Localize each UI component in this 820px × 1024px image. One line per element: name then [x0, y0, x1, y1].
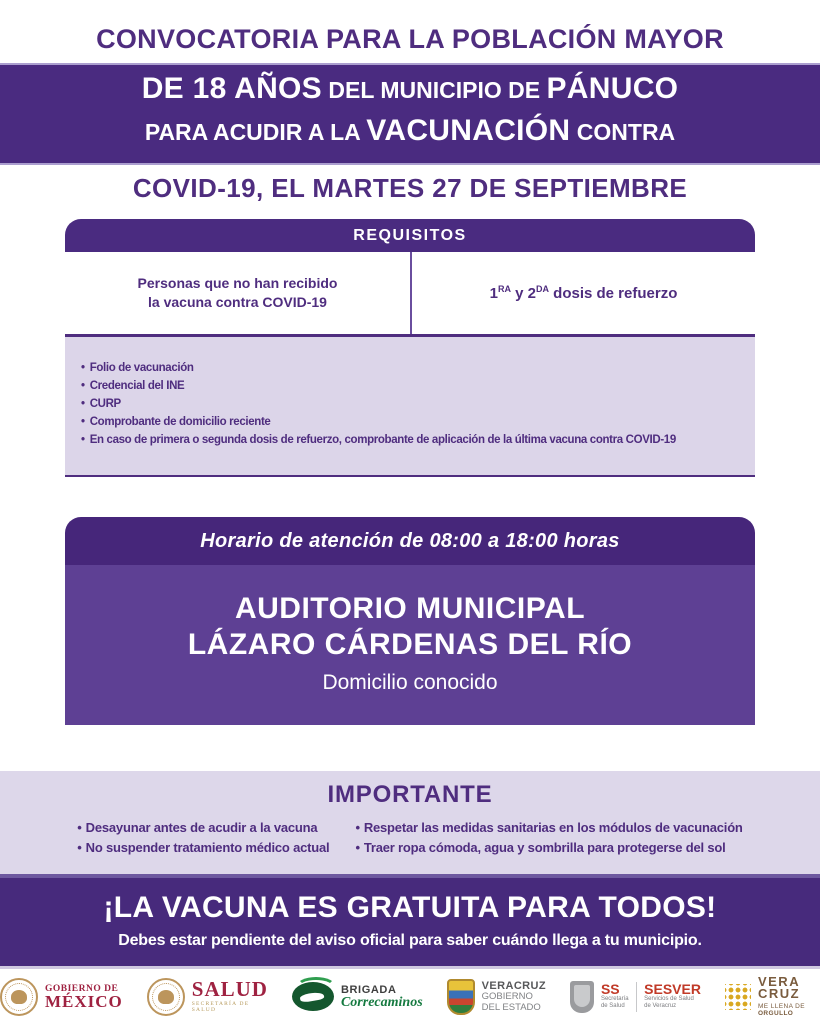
- orgullo-text: [758, 976, 820, 1017]
- sesver-sub2: de Veracruz: [644, 1003, 677, 1009]
- header-purple-band: [0, 63, 820, 165]
- requisitos-list: [81, 359, 741, 449]
- brigada-text: [341, 984, 423, 1009]
- importante-item: • Respetar las medidas sanitarias en los módulos de vacunación: [355, 820, 743, 835]
- venue-line2: LÁZARO CÁRDENAS DEL RÍO: [187, 628, 633, 661]
- booster-sup2: DA: [536, 284, 549, 294]
- band-line-1: [0, 70, 820, 112]
- importante-col-left: [77, 818, 329, 858]
- cruz-label: CRUZ: [757, 986, 801, 1001]
- requisito-item: • Credencial del INE: [81, 380, 185, 392]
- logo-salud: [147, 978, 268, 1016]
- bullet-icon: •: [77, 820, 82, 835]
- booster-num1: 1: [489, 285, 498, 302]
- importante-col-right: [355, 818, 742, 858]
- salud-text: [191, 977, 268, 1013]
- requisitos-col-boosters: [410, 252, 755, 334]
- talavera-pattern-icon: [725, 984, 751, 1010]
- free-vaccine-subline: Debes estar pendiente del aviso oficial para saber cuándo llega a tu municipio.: [118, 932, 702, 949]
- requisitos-col-unvaccinated: [65, 252, 410, 334]
- ss-crest-icon: [570, 981, 594, 1013]
- footer-logos: [0, 969, 820, 1024]
- importante-item: • No suspender tratamiento médico actual: [77, 840, 330, 855]
- ss-text: [600, 980, 629, 1011]
- importante-item: • Desayunar antes de acudir a la vacuna: [77, 820, 318, 835]
- band-line1-municipality: PÁNUCO: [546, 72, 679, 105]
- requisitos-section: [65, 219, 755, 477]
- salud-eagle-seal-icon: [147, 978, 185, 1016]
- booster-rest: dosis de refuerzo: [549, 285, 678, 302]
- horario-section: [65, 517, 755, 725]
- orgullo-tagline: ME LLENA DE ORGULLO: [757, 1003, 805, 1017]
- venue-address: Domicilio conocido: [322, 671, 498, 694]
- band-line1-emphasis: DE 18 AÑOS: [141, 72, 322, 105]
- importante-title: IMPORTANTE: [327, 781, 493, 808]
- bullet-icon: •: [81, 434, 85, 446]
- band-line2-emphasis: VACUNACIÓN: [366, 114, 571, 147]
- logo-divider: [636, 982, 638, 1012]
- booster-sup1: RA: [497, 284, 511, 294]
- importante-section: [0, 771, 820, 878]
- venue-box: [65, 565, 755, 725]
- salud-label: SALUD: [191, 977, 268, 1001]
- bullet-icon: •: [81, 416, 85, 428]
- ss-label: SS: [600, 980, 620, 997]
- sesver-text: [644, 980, 701, 1011]
- venue-name: [65, 591, 755, 663]
- gobierno-label: GOBIERNO: [481, 991, 533, 1002]
- logo-brigada-correcaminos: [292, 982, 423, 1011]
- bullet-icon: •: [355, 840, 360, 855]
- band-line-2: [0, 112, 820, 154]
- booster-mid: y 2: [510, 285, 536, 302]
- importante-item: • Traer ropa cómoda, agua y sombrilla para protegerse del sol: [355, 840, 726, 855]
- bullet-icon: •: [77, 840, 82, 855]
- horario-header: Horario de atención de 08:00 a 18:00 horas: [65, 517, 755, 565]
- venue-line1: AUDITORIO MUNICIPAL: [234, 592, 586, 625]
- band-line2-regular-2: CONTRA: [570, 119, 676, 145]
- veracruz-label: VERACRUZ: [481, 980, 546, 992]
- requisitos-list-box: [65, 334, 755, 477]
- importante-columns: [0, 818, 820, 858]
- gobierno-de-label: GOBIERNO DE: [45, 983, 119, 994]
- logo-veracruz-gobierno: [447, 979, 546, 1015]
- vera-label: VERA: [757, 974, 801, 989]
- veracruz-crest-icon: [447, 979, 475, 1015]
- gobierno-mexico-text: [45, 984, 123, 1010]
- free-vaccine-headline: ¡LA VACUNA ES GRATUITA PARA TODOS!: [103, 891, 717, 924]
- requisito-item: • Comprobante de domicilio reciente: [81, 416, 271, 428]
- band-line2-regular: PARA ACUDIR A LA: [144, 119, 367, 145]
- poster-title-line: CONVOCATORIA PARA LA POBLACIÓN MAYOR: [96, 24, 724, 54]
- mexico-label: MÉXICO: [45, 991, 123, 1011]
- brigada-label: BRIGADA: [340, 984, 397, 996]
- ss-sub1: Secretaría: [600, 995, 629, 1002]
- bullet-icon: •: [81, 398, 85, 410]
- roadrunner-bird-icon: [292, 982, 334, 1011]
- requisitos-header: REQUISITOS: [65, 219, 755, 252]
- veracruz-gobierno-text: [482, 980, 546, 1013]
- bullet-icon: •: [81, 362, 85, 374]
- mexico-eagle-seal-icon: [0, 978, 38, 1016]
- logo-gobierno-mexico: [0, 978, 123, 1016]
- col-left-line1: Personas que no han recibido: [137, 275, 338, 291]
- correcaminos-label: Correcaminos: [340, 995, 423, 1010]
- col-left-line2: la vacuna contra COVID-19: [148, 294, 327, 310]
- requisitos-columns: [65, 252, 755, 334]
- secretaria-salud-label: SECRETARÍA DE SALUD: [191, 1001, 250, 1013]
- bullet-icon: •: [81, 380, 85, 392]
- band-line1-regular: DEL MUNICIPIO DE: [321, 77, 547, 103]
- sesver-sub1: Servicios de Salud: [644, 995, 694, 1002]
- requisito-item: • Folio de vacunación: [81, 362, 194, 374]
- col-right-text: [412, 284, 755, 302]
- requisito-item: • CURP: [81, 398, 121, 410]
- requisito-item: • En caso de primera o segunda dosis de refuerzo, comprobante de aplicación de la última vacuna contra COVID-19: [81, 434, 676, 446]
- date-line: COVID-19, EL MARTES 27 DE SEPTIEMBRE: [132, 173, 688, 203]
- free-vaccine-band: [0, 878, 820, 969]
- ss-sub2: de Salud: [600, 1003, 625, 1009]
- bullet-icon: •: [355, 820, 360, 835]
- logo-ss-sesver: [570, 981, 701, 1013]
- logo-veracruz-orgullo: [725, 976, 820, 1017]
- sesver-label: SESVER: [644, 980, 701, 997]
- del-estado-label: DEL ESTADO: [481, 1001, 541, 1013]
